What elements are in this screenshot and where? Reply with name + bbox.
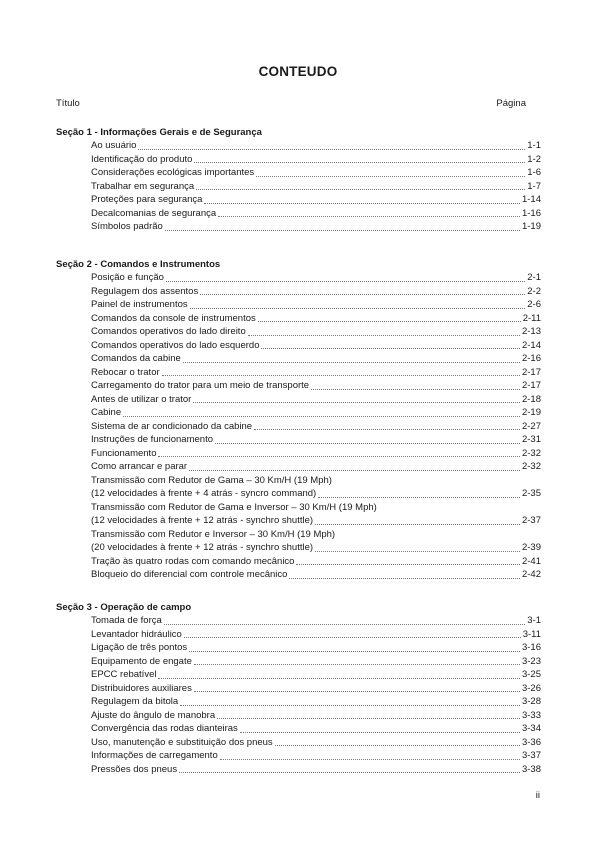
dot-leader xyxy=(184,637,521,638)
toc-entry-label: Uso, manutenção e substituição dos pneus xyxy=(91,736,273,748)
dot-leader xyxy=(296,564,520,565)
dot-leader xyxy=(158,456,520,457)
toc-entry-page: 3-36 xyxy=(521,736,541,748)
toc-entry-label: Comandos operativos do lado esquerdo xyxy=(91,339,260,351)
toc-entry-page: 2-14 xyxy=(521,339,541,351)
toc-entry xyxy=(56,285,541,299)
toc-entry xyxy=(56,366,541,380)
dot-leader xyxy=(311,389,520,390)
toc-entry-page: 2-37 xyxy=(521,515,541,526)
toc-entry-label: Sistema de ar condicionado da cabine xyxy=(91,420,253,432)
toc-entry xyxy=(56,207,541,221)
toc-entry xyxy=(56,555,541,569)
toc-entry-page: 2-19 xyxy=(521,407,541,418)
dot-leader xyxy=(220,759,520,760)
dot-leader xyxy=(200,294,525,295)
toc-entry-label: Convergência das rodas dianteiras xyxy=(91,723,238,734)
dot-leader xyxy=(275,745,520,746)
toc-entry xyxy=(56,447,541,461)
dot-leader xyxy=(248,335,520,336)
toc-entry-title-line: Transmissão com Redutor e Inversor – 30 Km/H (19 Mph) xyxy=(91,528,336,540)
toc-entry-label: Rebocar o trator xyxy=(91,366,160,378)
dot-leader xyxy=(254,429,520,430)
toc-entry-label: Ligação de três pontos xyxy=(91,642,188,653)
dot-leader xyxy=(165,230,520,231)
dot-leader xyxy=(218,216,520,217)
toc-entry xyxy=(56,180,541,194)
dot-leader xyxy=(162,375,520,376)
toc-entry xyxy=(56,695,541,709)
toc-entry-page: 1-7 xyxy=(527,180,541,192)
dot-leader xyxy=(123,416,520,417)
section-3 xyxy=(56,601,541,776)
dot-leader xyxy=(179,772,520,773)
dot-leader xyxy=(315,524,520,525)
section-title: Seção 3 - Operação de campo xyxy=(56,602,192,613)
toc-entry xyxy=(56,153,541,167)
toc-entry-title-line: Transmissão com Redutor de Gama e Inversor – 30 Km/H (19 Mph) xyxy=(91,501,377,513)
dot-leader xyxy=(194,691,520,692)
toc-entry-label: Identificação do produto xyxy=(91,153,193,165)
toc-entry xyxy=(56,614,541,628)
dot-leader xyxy=(194,664,520,665)
page-number: ii xyxy=(535,790,540,801)
toc-entry xyxy=(56,528,541,555)
toc-entry-label: Levantador hidráulico xyxy=(91,628,182,640)
toc-entry-label: (12 velocidades à frente + 12 atrás - synchro shuttle) xyxy=(91,515,314,526)
toc-entry xyxy=(56,312,541,326)
toc-entry-page: 2-32 xyxy=(521,461,541,472)
toc-entry xyxy=(56,460,541,474)
toc-entry-page: 3-37 xyxy=(521,750,541,761)
dot-leader xyxy=(158,678,520,679)
toc-entry-label: Pressões dos pneus xyxy=(91,763,178,775)
toc-entry-page: 3-28 xyxy=(521,696,541,707)
dot-leader xyxy=(204,203,520,204)
toc-entry xyxy=(56,628,541,642)
dot-leader xyxy=(217,718,520,719)
toc-entry-page: 2-41 xyxy=(521,555,541,567)
toc-entry-label: Regulagem da bitola xyxy=(91,696,179,707)
toc-entry-page: 1-16 xyxy=(521,207,541,219)
toc-entry-page: 1-14 xyxy=(521,194,541,205)
toc-entry xyxy=(56,193,541,207)
section-title: Seção 1 - Informações Gerais e de Segurança xyxy=(56,127,262,138)
toc-entry xyxy=(56,339,541,353)
dot-leader xyxy=(261,348,520,349)
dot-leader xyxy=(180,705,520,706)
toc-entry-label: Proteções para segurança xyxy=(91,194,203,205)
toc-entry-page: 2-42 xyxy=(521,569,541,580)
toc-entry-page: 2-17 xyxy=(521,366,541,378)
toc-entry xyxy=(56,749,541,763)
toc-entry-page: 3-26 xyxy=(521,682,541,694)
toc-entry-page: 2-18 xyxy=(521,393,541,405)
toc-entry-label: Ajuste do ângulo de manobra xyxy=(91,709,216,721)
toc-entry-page: 2-1 xyxy=(527,272,541,283)
dot-leader xyxy=(164,624,526,625)
toc-entry-label: Ao usuário xyxy=(91,140,137,151)
toc-entry-label: Decalcomanias de segurança xyxy=(91,207,217,219)
toc-entry-label: Posição e função xyxy=(91,272,164,283)
toc-entry-page: 1-1 xyxy=(527,140,541,151)
toc-entry-page: 2-39 xyxy=(521,542,541,553)
toc-entry-page: 3-16 xyxy=(521,642,541,653)
toc-entry-label: Símbolos padrão xyxy=(91,221,163,232)
toc-entry-page: 2-17 xyxy=(521,380,541,391)
toc-entry xyxy=(56,501,541,528)
toc-entry xyxy=(56,641,541,655)
dot-leader xyxy=(215,443,520,444)
dot-leader xyxy=(196,189,525,190)
toc-entry xyxy=(56,420,541,434)
toc-entry xyxy=(56,166,541,180)
toc-entry-label: Funcionamento xyxy=(91,447,157,459)
toc-entry-page: 2-6 xyxy=(527,299,541,310)
toc-entry xyxy=(56,325,541,339)
dot-leader xyxy=(166,281,525,282)
toc-entry-label: Tração às quatro rodas com comando mecânico xyxy=(91,555,295,567)
toc-entry-page: 3-34 xyxy=(521,723,541,734)
toc-entry xyxy=(56,220,541,234)
dot-leader xyxy=(256,176,525,177)
toc-entry-page: 2-11 xyxy=(522,312,541,324)
toc-entry-page: 3-25 xyxy=(521,669,541,680)
toc-entry-title-line: Transmissão com Redutor de Gama – 30 Km/H (19 Mph) xyxy=(91,474,332,486)
toc-entry-label: Distribuidores auxiliares xyxy=(91,682,192,694)
toc-entry-page: 2-2 xyxy=(527,285,541,297)
toc-entry-label: Bloqueio do diferencial com controle mecânico xyxy=(91,569,288,580)
toc-entry-page: 3-1 xyxy=(527,615,541,626)
toc-entry xyxy=(56,655,541,669)
toc-entry-page: 3-11 xyxy=(522,628,541,640)
toc-entry xyxy=(56,682,541,696)
dot-leader xyxy=(138,149,525,150)
toc-entry xyxy=(56,736,541,750)
toc-entry-label: Comandos da console de instrumentos xyxy=(91,312,256,324)
page-title: CONTEUDO xyxy=(258,64,338,79)
toc-entry xyxy=(56,568,541,582)
toc-entry xyxy=(56,474,541,501)
toc-entry-label: Informações de carregamento xyxy=(91,750,218,761)
dot-leader xyxy=(258,321,521,322)
toc-entry-page: 1-6 xyxy=(527,167,541,178)
toc-entry xyxy=(56,271,541,285)
toc-entry xyxy=(56,668,541,682)
toc-entry xyxy=(56,352,541,366)
toc-entry-label: Cabine xyxy=(91,407,122,418)
toc-entry-page: 2-16 xyxy=(521,353,541,364)
dot-leader xyxy=(189,470,520,471)
dot-leader xyxy=(194,162,525,163)
dot-leader xyxy=(183,362,520,363)
toc-entry-label: Regulagem dos assentos xyxy=(91,285,199,297)
dot-leader xyxy=(189,651,520,652)
toc-entry-page: 3-38 xyxy=(521,763,541,775)
toc-entry-label: Comandos da cabine xyxy=(91,353,181,364)
dot-leader xyxy=(190,308,526,309)
dot-leader xyxy=(193,402,520,403)
toc-entry-label: Painel de instrumentos xyxy=(91,299,188,310)
column-header-page: Página xyxy=(496,98,526,109)
toc-entry-label: EPCC rebatível xyxy=(91,669,157,680)
toc-entry xyxy=(56,722,541,736)
toc-entry-label: Instruções de funcionamento xyxy=(91,434,213,445)
toc-entry-label: (20 velocidades à frente + 12 atrás - synchro shuttle) xyxy=(91,542,314,553)
toc-entry-page: 1-19 xyxy=(521,221,541,232)
toc-entry-label: Equipamento de engate xyxy=(91,655,192,667)
toc-entry xyxy=(56,433,541,447)
toc-entry-label: (12 velocidades à frente + 4 atrás - syncro command) xyxy=(91,488,317,499)
toc-entry-page: 2-31 xyxy=(521,434,541,445)
dot-leader xyxy=(240,732,520,733)
toc-entry-label: Como arrancar e parar xyxy=(91,461,188,472)
toc-entry xyxy=(56,763,541,777)
toc-entry-label: Comandos operativos do lado direito xyxy=(91,326,246,337)
toc-entry-page: 2-32 xyxy=(521,447,541,459)
toc-entry-label: Carregamento do trator para um meio de transporte xyxy=(91,380,310,391)
toc-entry-page: 3-33 xyxy=(521,709,541,721)
column-header-title: Título xyxy=(56,98,80,109)
toc-entry-label: Antes de utilizar o trator xyxy=(91,393,192,405)
toc-entry-page: 2-35 xyxy=(521,488,541,499)
toc-entry xyxy=(56,709,541,723)
dot-leader xyxy=(315,551,520,552)
toc-entry-page: 1-2 xyxy=(527,153,541,165)
dot-leader xyxy=(318,497,520,498)
toc-entry-label: Trabalhar em segurança xyxy=(91,180,195,192)
toc-entry xyxy=(56,379,541,393)
toc-entry xyxy=(56,298,541,312)
toc-entry xyxy=(56,406,541,420)
toc-entry-label: Tomada de força xyxy=(91,615,162,626)
toc-entry-page: 2-27 xyxy=(521,420,541,432)
section-title: Seção 2 - Comandos e Instrumentos xyxy=(56,259,221,270)
toc-entry xyxy=(56,139,541,153)
toc-entry-page: 2-13 xyxy=(521,326,541,337)
toc-entry-label: Considerações ecológicas importantes xyxy=(91,167,255,178)
section-1 xyxy=(56,126,541,234)
section-2 xyxy=(56,258,541,582)
dot-leader xyxy=(289,578,520,579)
toc-entry-page: 3-23 xyxy=(521,655,541,667)
toc-entry xyxy=(56,393,541,407)
